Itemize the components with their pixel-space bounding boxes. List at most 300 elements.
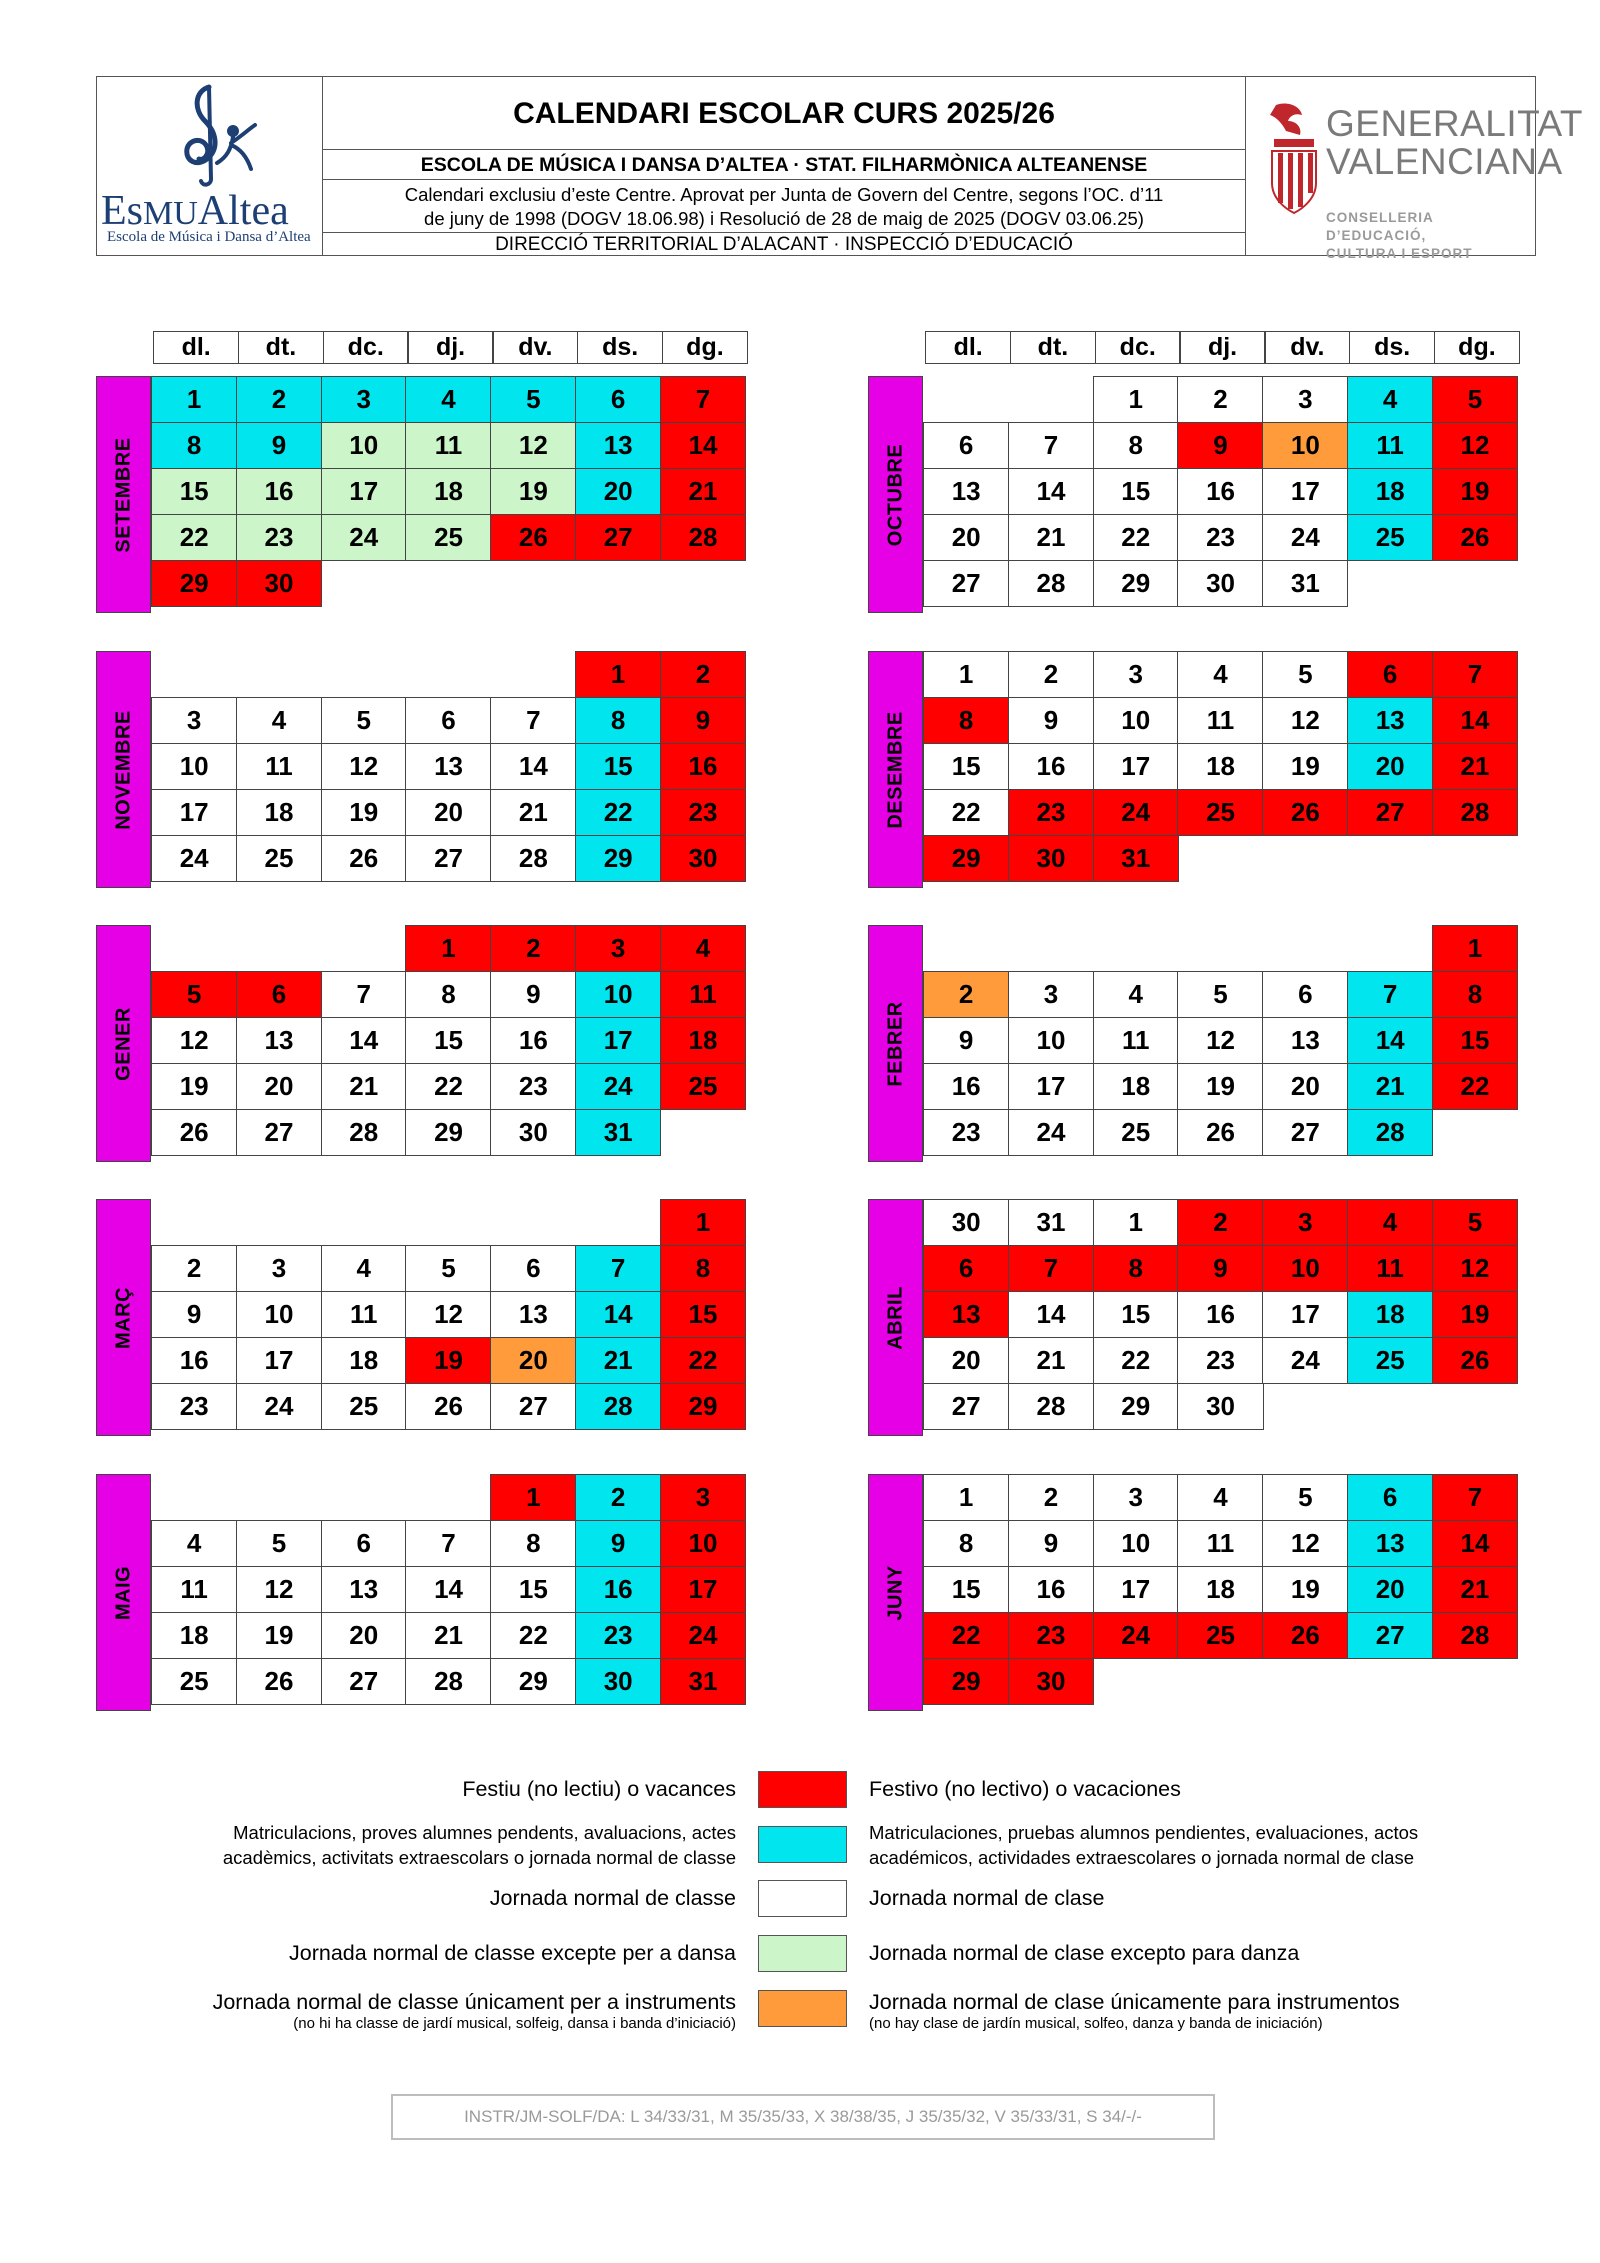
approval-note xyxy=(323,180,1245,233)
day-cell: 12 xyxy=(321,743,407,790)
month-setembre xyxy=(96,376,757,613)
day-cell: 12 xyxy=(490,422,576,469)
day-cell: 20 xyxy=(575,468,661,515)
header xyxy=(96,76,1583,261)
day-cell: 1 xyxy=(490,1474,576,1521)
day-cell: 27 xyxy=(490,1383,576,1430)
day-cell: 2 xyxy=(1008,651,1094,698)
day-cell: 17 xyxy=(1008,1063,1094,1110)
day-cell: 4 xyxy=(1347,1199,1433,1246)
day-cell: 31 xyxy=(575,1109,661,1156)
legend-label-ca: Jornada normal de classe únicament per a instruments (no hi ha classe de jardí musical, solfeig, dansa i banda d’iniciació) xyxy=(212,1990,736,2032)
day-cell: 21 xyxy=(1432,743,1518,790)
day-cell: 30 xyxy=(236,560,322,607)
day-cell: 13 xyxy=(575,422,661,469)
day-cell: 29 xyxy=(405,1109,491,1156)
day-cell: 25 xyxy=(660,1063,746,1110)
day-cell: 17 xyxy=(1093,743,1179,790)
day-cell: 29 xyxy=(1093,560,1179,607)
day-cell: 28 xyxy=(1432,789,1518,836)
day-cell: 6 xyxy=(490,1245,576,1292)
day-cell: 13 xyxy=(1347,1520,1433,1567)
day-cell: 12 xyxy=(1432,1245,1518,1292)
day-cell: 30 xyxy=(490,1109,576,1156)
legend-swatch-red xyxy=(758,1771,847,1808)
day-cell: 28 xyxy=(1347,1109,1433,1156)
day-cell: 15 xyxy=(1093,468,1179,515)
day-cell: 29 xyxy=(660,1383,746,1430)
day-cell: 14 xyxy=(405,1566,491,1613)
day-cell: 24 xyxy=(1008,1109,1094,1156)
day-cell: 9 xyxy=(1008,1520,1094,1567)
day-cell: 1 xyxy=(405,925,491,972)
day-cell: 16 xyxy=(490,1017,576,1064)
day-cell: 27 xyxy=(1347,789,1433,836)
day-cell: 27 xyxy=(575,514,661,561)
day-cell: 19 xyxy=(236,1612,322,1659)
school-brand-name: EsMUAltea xyxy=(101,188,289,234)
day-cell: 18 xyxy=(321,1337,407,1384)
day-cell: 2 xyxy=(1177,1199,1263,1246)
weekday-label: dt. xyxy=(238,331,324,364)
approval-line-1: Calendari exclusiu d’este Centre. Aprovat per Junta de Govern del Centre, segons l’OC. d’11 xyxy=(404,184,1164,205)
day-cell: 14 xyxy=(660,422,746,469)
day-cell: 22 xyxy=(1093,1337,1179,1384)
day-cell: 14 xyxy=(1008,1291,1094,1338)
day-cell: 4 xyxy=(1093,971,1179,1018)
day-cell: 12 xyxy=(1262,1520,1348,1567)
day-cell: 30 xyxy=(1177,560,1263,607)
day-cell: 26 xyxy=(236,1658,322,1705)
day-cell: 18 xyxy=(1177,1566,1263,1613)
school-name: ESCOLA DE MÚSICA I DANSA D’ALTEA · STAT. FILHARMÒNICA ALTEANENSE xyxy=(323,150,1245,180)
month-label: DESEMBRE xyxy=(868,651,923,888)
day-cell: 9 xyxy=(236,422,322,469)
day-cell: 10 xyxy=(151,743,237,790)
legend-label-es: Jornada normal de clase xyxy=(869,1886,1105,1910)
day-cell: 25 xyxy=(1093,1109,1179,1156)
day-cell: 9 xyxy=(660,697,746,744)
day-cell: 21 xyxy=(405,1612,491,1659)
day-cell: 14 xyxy=(1432,1520,1518,1567)
day-cell: 9 xyxy=(1177,1245,1263,1292)
day-cell: 26 xyxy=(1432,1337,1518,1384)
day-cell: 16 xyxy=(1008,1566,1094,1613)
day-cell: 5 xyxy=(1432,1199,1518,1246)
day-cell: 23 xyxy=(1008,1612,1094,1659)
day-cell: 10 xyxy=(1262,422,1348,469)
month-juny xyxy=(868,1474,1529,1711)
month-maig xyxy=(96,1474,757,1711)
day-cell: 8 xyxy=(1432,971,1518,1018)
day-cell: 16 xyxy=(1008,743,1094,790)
day-cell: 4 xyxy=(1177,1474,1263,1521)
day-cell: 28 xyxy=(490,835,576,882)
day-cell: 9 xyxy=(490,971,576,1018)
day-cell: 2 xyxy=(923,971,1009,1018)
day-cell: 28 xyxy=(1008,1383,1094,1430)
legend-label-ca: Jornada normal de classe excepte per a dansa xyxy=(289,1941,736,1965)
day-cell: 5 xyxy=(1262,651,1348,698)
day-cell: 20 xyxy=(1262,1063,1348,1110)
day-cell: 15 xyxy=(1432,1017,1518,1064)
day-cell: 13 xyxy=(321,1566,407,1613)
day-cell: 19 xyxy=(405,1337,491,1384)
day-cell: 20 xyxy=(490,1337,576,1384)
day-cell: 10 xyxy=(660,1520,746,1567)
weekday-label: dg. xyxy=(662,331,748,364)
day-cell: 6 xyxy=(405,697,491,744)
day-cell: 6 xyxy=(1262,971,1348,1018)
day-cell: 6 xyxy=(1347,1474,1433,1521)
day-cell: 12 xyxy=(1177,1017,1263,1064)
day-cell: 3 xyxy=(236,1245,322,1292)
day-cell: 30 xyxy=(660,835,746,882)
month-abril xyxy=(868,1199,1529,1436)
day-cell: 8 xyxy=(151,422,237,469)
day-cell: 11 xyxy=(660,971,746,1018)
day-cell: 24 xyxy=(1262,514,1348,561)
day-cell: 22 xyxy=(151,514,237,561)
day-cell: 18 xyxy=(1347,468,1433,515)
day-cell: 17 xyxy=(321,468,407,515)
day-cell: 15 xyxy=(923,743,1009,790)
legend-label-ca: Jornada normal de classe xyxy=(489,1886,736,1910)
day-cell: 17 xyxy=(575,1017,661,1064)
weekday-label: ds. xyxy=(577,331,663,364)
day-cell: 19 xyxy=(490,468,576,515)
day-cell: 2 xyxy=(1177,376,1263,423)
day-cell: 30 xyxy=(923,1199,1009,1246)
day-cell: 23 xyxy=(151,1383,237,1430)
day-cell: 21 xyxy=(490,789,576,836)
day-cell: 26 xyxy=(321,835,407,882)
day-cell: 4 xyxy=(151,1520,237,1567)
day-cell: 8 xyxy=(490,1520,576,1567)
day-cell: 29 xyxy=(575,835,661,882)
day-cell: 16 xyxy=(1177,468,1263,515)
hours-summary: INSTR/JM-SOLF/DA: L 34/33/31, M 35/35/33, X 38/38/35, J 35/35/32, V 35/33/31, S 34/-/- xyxy=(391,2094,1215,2140)
legend-swatch-white xyxy=(758,1880,847,1917)
day-cell: 3 xyxy=(151,697,237,744)
day-cell: 8 xyxy=(660,1245,746,1292)
day-cell: 19 xyxy=(1262,743,1348,790)
day-cell: 18 xyxy=(1093,1063,1179,1110)
day-cell: 18 xyxy=(405,468,491,515)
day-cell: 12 xyxy=(151,1017,237,1064)
approval-line-2: de juny de 1998 (DOGV 18.06.98) i Resolució de 28 de maig de 2025 (DOGV 03.06.25) xyxy=(424,208,1144,229)
weekday-label: dj. xyxy=(407,331,493,364)
day-cell: 30 xyxy=(575,1658,661,1705)
day-cell: 20 xyxy=(1347,1566,1433,1613)
month-grid xyxy=(923,925,1527,1162)
day-cell: 31 xyxy=(1093,835,1179,882)
day-cell: 7 xyxy=(1432,651,1518,698)
day-cell: 27 xyxy=(1347,1612,1433,1659)
month-label: NOVEMBRE xyxy=(96,651,151,888)
treble-clef-dancer-icon xyxy=(147,79,267,189)
day-cell: 10 xyxy=(575,971,661,1018)
day-cell: 2 xyxy=(151,1245,237,1292)
day-cell: 25 xyxy=(321,1383,407,1430)
day-cell: 17 xyxy=(1262,468,1348,515)
day-cell: 28 xyxy=(660,514,746,561)
month-label: MARÇ xyxy=(96,1199,151,1436)
day-cell: 26 xyxy=(1432,514,1518,561)
day-cell: 7 xyxy=(490,697,576,744)
day-cell: 25 xyxy=(151,1658,237,1705)
day-cell: 9 xyxy=(575,1520,661,1567)
day-cell: 16 xyxy=(923,1063,1009,1110)
day-cell: 1 xyxy=(1432,925,1518,972)
month-grid xyxy=(151,1199,755,1436)
legend-label-es: Matriculaciones, pruebas alumnos pendientes, evaluaciones, actos académicos, actividades extraescolares o jornada normal de clase xyxy=(869,1822,1419,1868)
day-cell: 11 xyxy=(1347,1245,1433,1292)
month-grid xyxy=(151,376,755,613)
legend-label-es: Jornada normal de clase únicamente para instrumentos (no hay clase de jardín musical, solfeo, danza y banda de iniciación) xyxy=(869,1990,1400,2032)
weekday-label: ds. xyxy=(1349,331,1435,364)
day-cell: 7 xyxy=(575,1245,661,1292)
day-cell: 4 xyxy=(321,1245,407,1292)
day-cell: 5 xyxy=(321,697,407,744)
day-cell: 18 xyxy=(660,1017,746,1064)
day-cell: 29 xyxy=(1093,1383,1179,1430)
day-cell: 31 xyxy=(1262,560,1348,607)
day-cell: 19 xyxy=(1177,1063,1263,1110)
day-cell: 22 xyxy=(1093,514,1179,561)
day-cell: 23 xyxy=(575,1612,661,1659)
month-desembre xyxy=(868,651,1529,888)
month-label: FEBRER xyxy=(868,925,923,1162)
day-cell: 10 xyxy=(1093,1520,1179,1567)
day-cell: 1 xyxy=(923,651,1009,698)
territorial-direction: DIRECCIÓ TERRITORIAL D’ALACANT · INSPECCIÓ D’EDUCACIÓ xyxy=(495,234,1073,255)
day-cell: 23 xyxy=(923,1109,1009,1156)
day-cell: 5 xyxy=(236,1520,322,1567)
day-cell: 11 xyxy=(405,422,491,469)
day-cell: 19 xyxy=(1432,1291,1518,1338)
day-cell: 8 xyxy=(1093,1245,1179,1292)
day-cell: 30 xyxy=(1008,1658,1094,1705)
page-title: CALENDARI ESCOLAR CURS 2025/26 xyxy=(323,77,1245,150)
day-cell: 12 xyxy=(405,1291,491,1338)
day-cell: 8 xyxy=(923,697,1009,744)
day-cell: 13 xyxy=(923,1291,1009,1338)
day-cell: 14 xyxy=(1008,468,1094,515)
day-cell: 21 xyxy=(1008,514,1094,561)
day-cell: 29 xyxy=(923,1658,1009,1705)
day-cell: 14 xyxy=(575,1291,661,1338)
weekday-label: dv. xyxy=(492,331,578,364)
day-cell: 22 xyxy=(1432,1063,1518,1110)
day-cell: 9 xyxy=(923,1017,1009,1064)
day-cell: 7 xyxy=(1432,1474,1518,1521)
month-label: JUNY xyxy=(868,1474,923,1711)
day-cell: 8 xyxy=(575,697,661,744)
day-cell: 26 xyxy=(1262,1612,1348,1659)
day-cell: 15 xyxy=(923,1566,1009,1613)
month-grid xyxy=(923,651,1527,888)
day-cell: 6 xyxy=(321,1520,407,1567)
day-cell: 16 xyxy=(151,1337,237,1384)
weekday-label: dc. xyxy=(1095,331,1181,364)
month-octubre xyxy=(868,376,1529,613)
day-cell: 22 xyxy=(575,789,661,836)
day-cell: 14 xyxy=(1432,697,1518,744)
day-cell: 11 xyxy=(1177,697,1263,744)
generalitat-emblem-icon xyxy=(1256,101,1326,221)
day-cell: 10 xyxy=(1008,1017,1094,1064)
day-cell: 6 xyxy=(236,971,322,1018)
day-cell: 1 xyxy=(923,1474,1009,1521)
day-cell: 28 xyxy=(405,1658,491,1705)
day-cell: 20 xyxy=(236,1063,322,1110)
day-cell: 3 xyxy=(1093,651,1179,698)
day-cell: 17 xyxy=(236,1337,322,1384)
day-cell: 3 xyxy=(575,925,661,972)
day-cell: 2 xyxy=(660,651,746,698)
day-cell: 13 xyxy=(405,743,491,790)
day-cell: 4 xyxy=(405,376,491,423)
day-cell: 11 xyxy=(1177,1520,1263,1567)
day-cell: 19 xyxy=(1432,468,1518,515)
day-cell: 19 xyxy=(1262,1566,1348,1613)
day-cell: 25 xyxy=(1177,1612,1263,1659)
day-cell: 24 xyxy=(321,514,407,561)
day-cell: 17 xyxy=(1093,1566,1179,1613)
day-cell: 29 xyxy=(151,560,237,607)
day-cell: 1 xyxy=(1093,376,1179,423)
day-cell: 25 xyxy=(1177,789,1263,836)
day-cell: 8 xyxy=(1093,422,1179,469)
day-cell: 12 xyxy=(236,1566,322,1613)
day-cell: 5 xyxy=(1432,376,1518,423)
day-cell: 15 xyxy=(1093,1291,1179,1338)
day-cell: 29 xyxy=(923,835,1009,882)
day-cell: 1 xyxy=(660,1199,746,1246)
day-cell: 27 xyxy=(236,1109,322,1156)
day-cell: 26 xyxy=(405,1383,491,1430)
day-cell: 19 xyxy=(321,789,407,836)
day-cell: 5 xyxy=(405,1245,491,1292)
day-cell: 4 xyxy=(236,697,322,744)
day-cell: 13 xyxy=(923,468,1009,515)
day-cell: 26 xyxy=(1262,789,1348,836)
month-label: SETEMBRE xyxy=(96,376,151,613)
school-logo xyxy=(97,77,323,255)
month-marc xyxy=(96,1199,757,1436)
day-cell: 23 xyxy=(1008,789,1094,836)
day-cell: 7 xyxy=(660,376,746,423)
day-cell: 15 xyxy=(490,1566,576,1613)
day-cell: 3 xyxy=(1093,1474,1179,1521)
day-cell: 5 xyxy=(490,376,576,423)
day-cell: 9 xyxy=(151,1291,237,1338)
day-cell: 19 xyxy=(151,1063,237,1110)
day-cell: 26 xyxy=(490,514,576,561)
day-cell: 6 xyxy=(923,1245,1009,1292)
day-cell: 31 xyxy=(660,1658,746,1705)
day-cell: 3 xyxy=(1008,971,1094,1018)
day-cell: 28 xyxy=(575,1383,661,1430)
weekday-header-left xyxy=(153,331,748,364)
day-cell: 23 xyxy=(1177,1337,1263,1384)
month-label: MAIG xyxy=(96,1474,151,1711)
day-cell: 5 xyxy=(1262,1474,1348,1521)
day-cell: 14 xyxy=(490,743,576,790)
month-grid xyxy=(151,925,755,1162)
day-cell: 11 xyxy=(151,1566,237,1613)
day-cell: 14 xyxy=(321,1017,407,1064)
day-cell: 28 xyxy=(1432,1612,1518,1659)
day-cell: 15 xyxy=(151,468,237,515)
day-cell: 8 xyxy=(405,971,491,1018)
day-cell: 1 xyxy=(1093,1199,1179,1246)
day-cell: 10 xyxy=(236,1291,322,1338)
day-cell: 17 xyxy=(151,789,237,836)
day-cell: 25 xyxy=(1347,514,1433,561)
weekday-label: dl. xyxy=(153,331,239,364)
day-cell: 10 xyxy=(1262,1245,1348,1292)
day-cell: 30 xyxy=(1008,835,1094,882)
day-cell: 11 xyxy=(1093,1017,1179,1064)
month-label: ABRIL xyxy=(868,1199,923,1436)
day-cell: 20 xyxy=(321,1612,407,1659)
day-cell: 20 xyxy=(1347,743,1433,790)
header-text xyxy=(323,77,1245,255)
day-cell: 15 xyxy=(660,1291,746,1338)
day-cell: 23 xyxy=(236,514,322,561)
day-cell: 27 xyxy=(321,1658,407,1705)
day-cell: 11 xyxy=(236,743,322,790)
day-cell: 3 xyxy=(1262,1199,1348,1246)
day-cell: 21 xyxy=(575,1337,661,1384)
month-grid xyxy=(923,1474,1527,1711)
day-cell: 24 xyxy=(1093,789,1179,836)
weekday-label: dg. xyxy=(1434,331,1520,364)
day-cell: 24 xyxy=(1093,1612,1179,1659)
day-cell: 29 xyxy=(490,1658,576,1705)
weekday-label: dc. xyxy=(323,331,409,364)
legend-label-ca: Matriculacions, proves alumnes pendents, avaluacions, actes acadèmics, activitats extraescolars o jornada normal de classe xyxy=(222,1822,736,1868)
day-cell: 3 xyxy=(1262,376,1348,423)
legend-swatch-green xyxy=(758,1935,847,1972)
legend-label-ca: Festiu (no lectiu) o vacances xyxy=(462,1777,736,1801)
day-cell: 3 xyxy=(660,1474,746,1521)
conselleria-name: CONSELLERIA D’EDUCACIÓ, CULTURA I ESPORT xyxy=(1326,210,1473,261)
day-cell: 9 xyxy=(1177,422,1263,469)
day-cell: 7 xyxy=(321,971,407,1018)
day-cell: 2 xyxy=(236,376,322,423)
day-cell: 6 xyxy=(923,422,1009,469)
month-febrer xyxy=(868,925,1529,1162)
day-cell: 3 xyxy=(321,376,407,423)
day-cell: 18 xyxy=(1347,1291,1433,1338)
day-cell: 11 xyxy=(321,1291,407,1338)
weekday-label: dt. xyxy=(1010,331,1096,364)
day-cell: 18 xyxy=(1177,743,1263,790)
month-gener xyxy=(96,925,757,1162)
school-brand-subtitle: Escola de Música i Dansa d’Altea xyxy=(107,229,311,245)
day-cell: 7 xyxy=(1008,422,1094,469)
day-cell: 24 xyxy=(1262,1337,1348,1384)
legend-swatch-orange xyxy=(758,1990,847,2027)
day-cell: 6 xyxy=(575,376,661,423)
day-cell: 21 xyxy=(1347,1063,1433,1110)
weekday-label: dv. xyxy=(1264,331,1350,364)
day-cell: 26 xyxy=(1177,1109,1263,1156)
month-grid xyxy=(151,1474,755,1711)
